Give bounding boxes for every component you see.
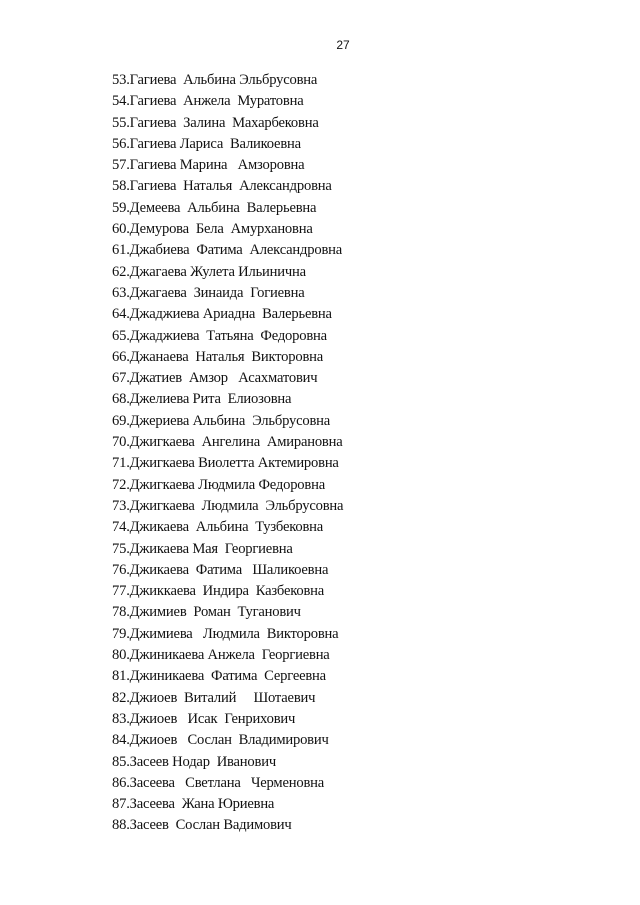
list-item: 84.Джиоев Сослан Владимирович bbox=[112, 732, 329, 749]
list-item: 64.Джаджиева Ариадна Валерьевна bbox=[112, 306, 332, 323]
list-item: 87.Засеева Жана Юриевна bbox=[112, 796, 275, 813]
list-item: 60.Демурова Бела Амурхановна bbox=[112, 221, 313, 238]
list-item: 54.Гагиева Анжела Муратовна bbox=[112, 93, 304, 110]
list-item: 67.Джатиев Амзор Асахматович bbox=[112, 370, 318, 387]
list-item: 74.Джикаева Альбина Тузбековна bbox=[112, 519, 324, 536]
list-item: 75.Джикаева Мая Георгиевна bbox=[112, 540, 293, 557]
list-item: 80.Джиникаева Анжела Георгиевна bbox=[112, 647, 330, 664]
list-item: 73.Джигкаева Людмила Эльбрусовна bbox=[112, 497, 344, 514]
list-item: 61.Джабиева Фатима Александровна bbox=[112, 242, 343, 259]
list-item: 58.Гагиева Наталья Александровна bbox=[112, 178, 332, 195]
name-list bbox=[112, 70, 343, 837]
list-item: 69.Джериева Альбина Эльбрусовна bbox=[112, 412, 331, 429]
list-item: 86.Засеева Светлана Черменовна bbox=[112, 774, 325, 791]
list-item: 71.Джигкаева Виолетта Актемировна bbox=[112, 455, 339, 472]
list-item: 85.Засеев Нодар Иванович bbox=[112, 753, 276, 770]
list-item: 76.Джикаева Фатима Шаликоевна bbox=[112, 561, 329, 578]
list-item: 83.Джиоев Исак Генрихович bbox=[112, 710, 296, 727]
list-item: 55.Гагиева Залина Махарбековна bbox=[112, 114, 319, 131]
page-number: 27 bbox=[336, 38, 350, 52]
list-item: 66.Джанаева Наталья Викторовна bbox=[112, 348, 324, 365]
list-item: 88.Засеев Сослан Вадимович bbox=[112, 817, 292, 834]
list-item: 79.Джимиева Людмила Викторовна bbox=[112, 625, 339, 642]
list-item: 78.Джимиев Роман Туганович bbox=[112, 604, 301, 621]
list-item: 62.Джагаева Жулета Ильинична bbox=[112, 263, 306, 280]
list-item: 70.Джигкаева Ангелина Амирановна bbox=[112, 434, 343, 451]
list-item: 59.Демеева Альбина Валерьевна bbox=[112, 199, 317, 216]
list-item: 65.Джаджиева Татьяна Федоровна bbox=[112, 327, 327, 344]
list-item: 81.Джиникаева Фатима Сергеевна bbox=[112, 668, 326, 685]
list-item: 72.Джигкаева Людмила Федоровна bbox=[112, 476, 325, 493]
list-item: 53.Гагиева Альбина Эльбрусовна bbox=[112, 72, 318, 88]
list-item: 57.Гагиева Марина Амзоровна bbox=[112, 157, 305, 174]
list-item: 82.Джиоев Виталий Шотаевич bbox=[112, 689, 316, 706]
list-item: 63.Джагаева Зинаида Гогиевна bbox=[112, 284, 305, 301]
list-item: 77.Джиккаева Индира Казбековна bbox=[112, 583, 325, 600]
list-item: 68.Джелиева Рита Елиозовна bbox=[112, 391, 292, 408]
list-item: 56.Гагиева Лариса Валикоевна bbox=[112, 135, 301, 152]
